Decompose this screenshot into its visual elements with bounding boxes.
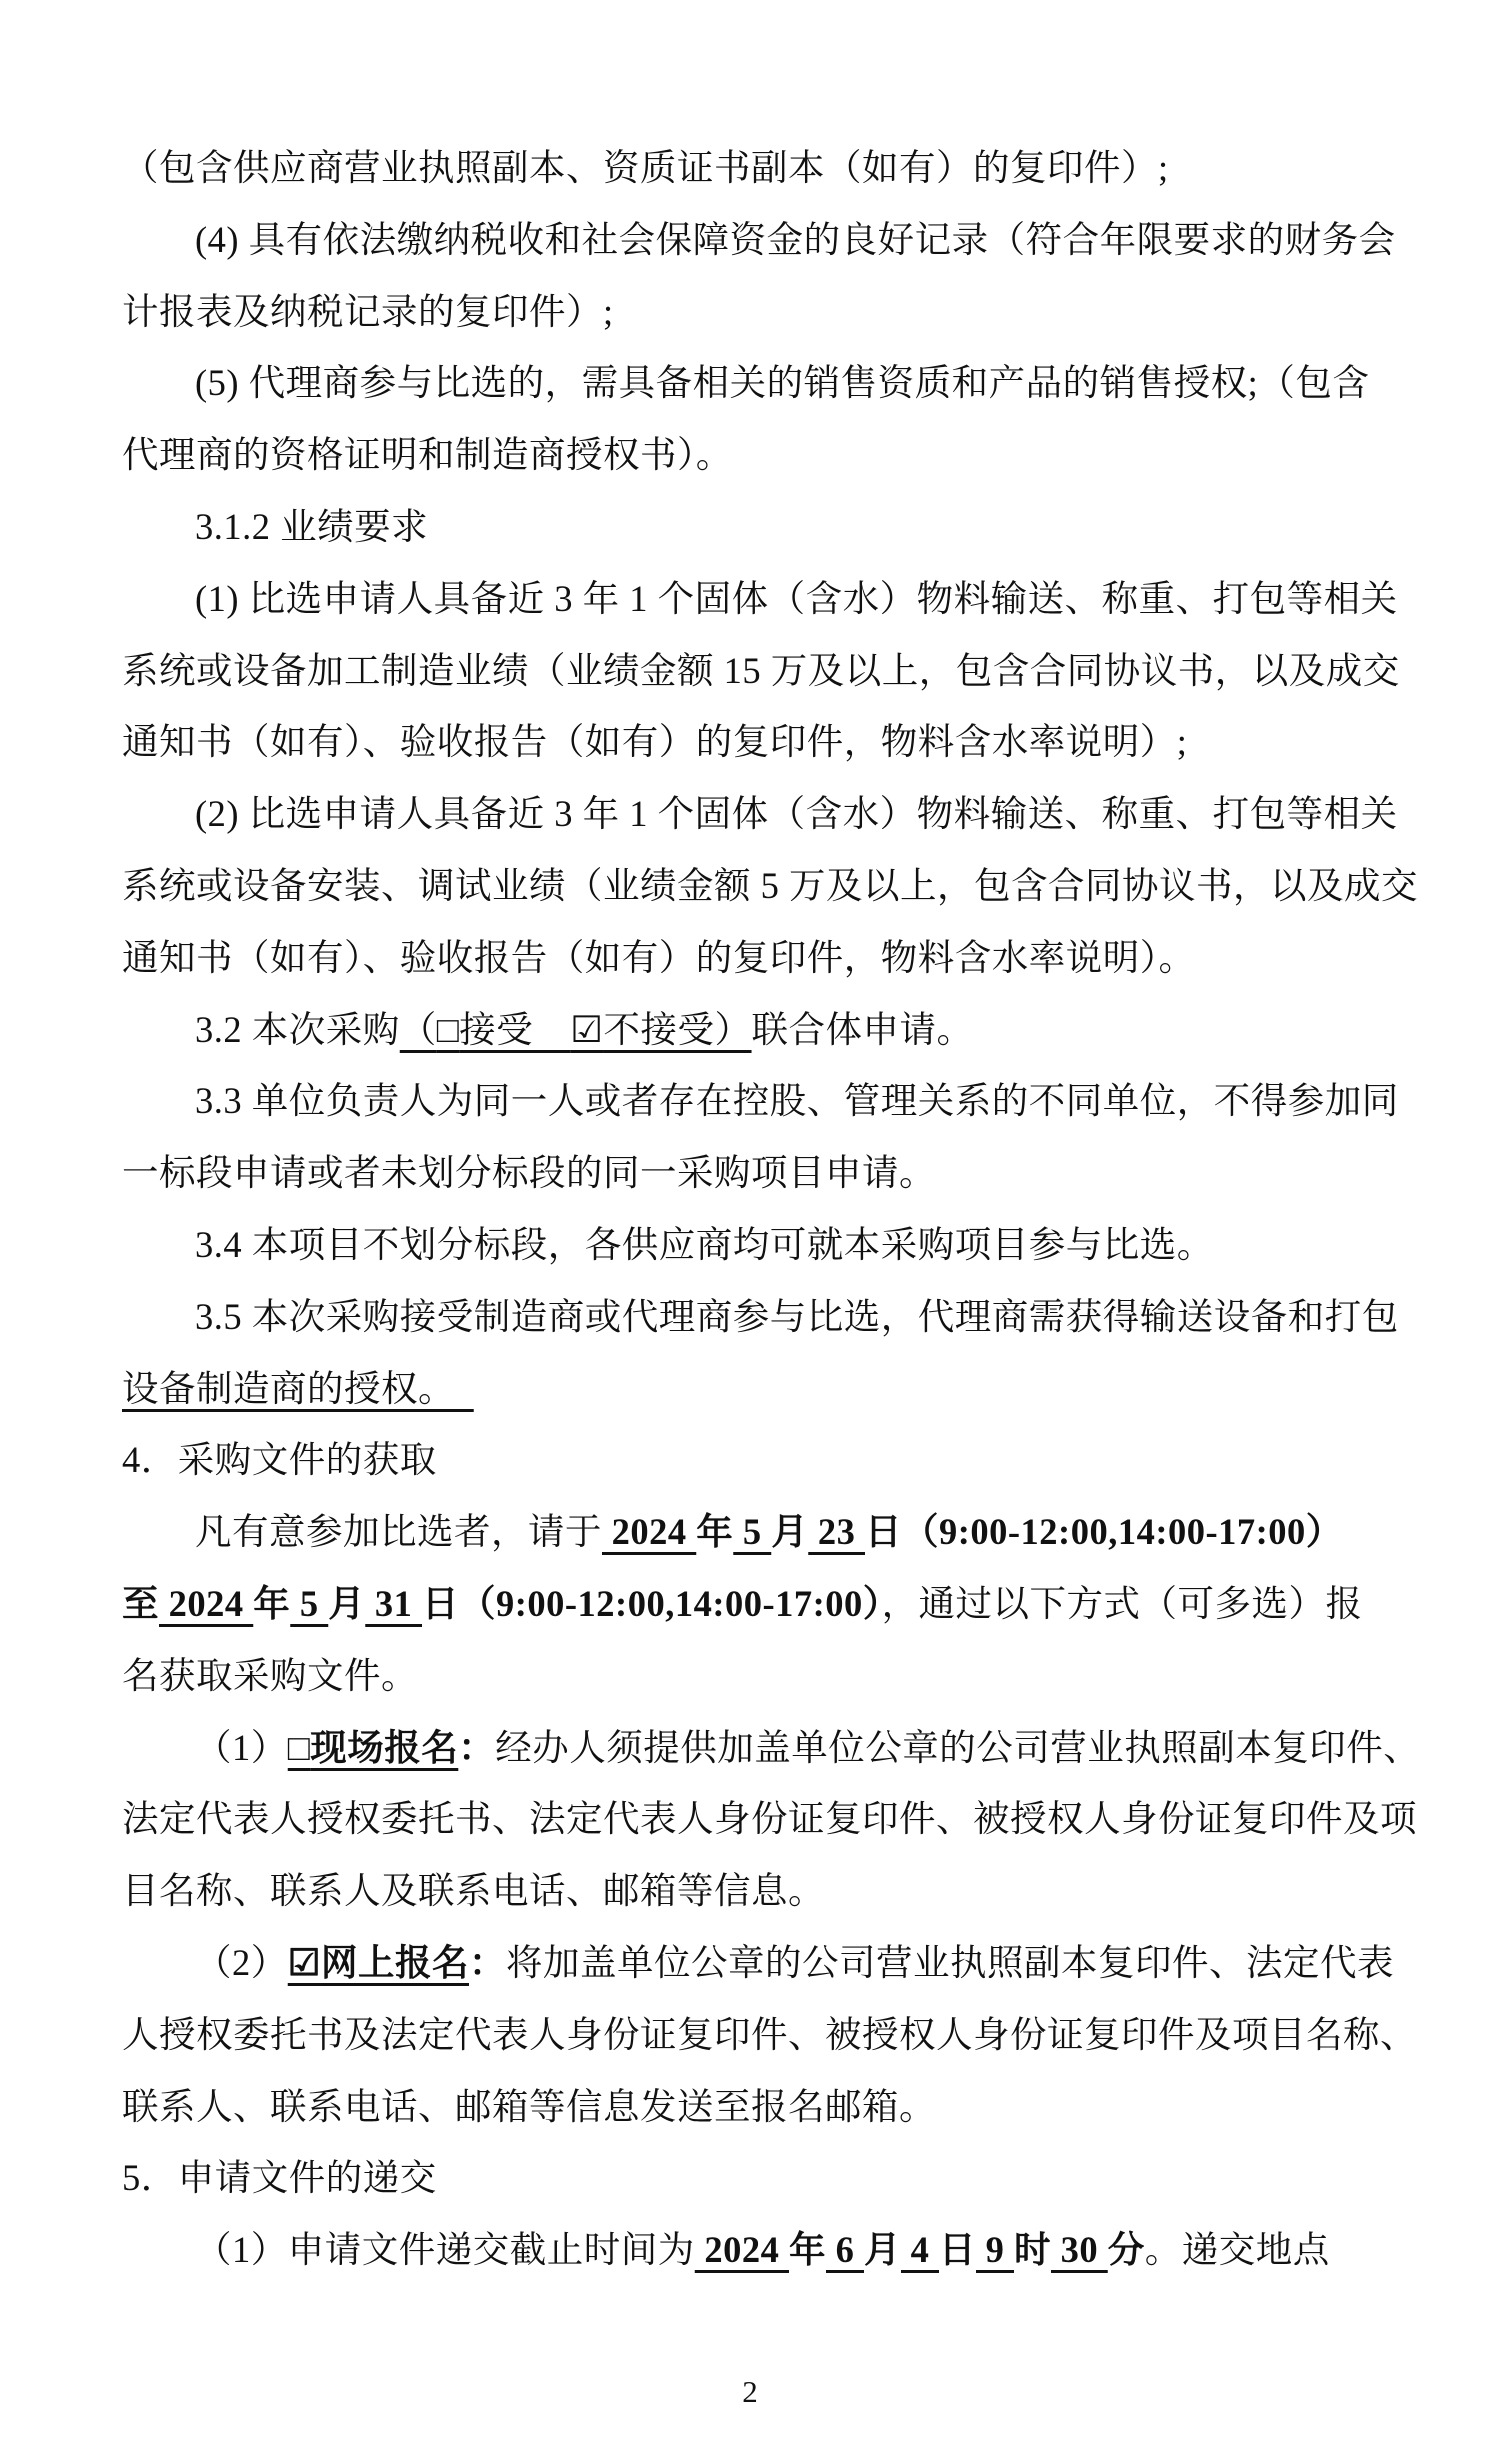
text-line bbox=[122, 491, 1402, 563]
text-line bbox=[122, 1640, 1402, 1712]
text-line bbox=[122, 850, 1418, 922]
text-segment: 年 bbox=[789, 2229, 826, 2271]
text-segment: 经办人须提供加盖单位公章的公司营业执照副本复印件、 bbox=[495, 1726, 1421, 1768]
text-segment: 联合体申请。 bbox=[751, 1008, 974, 1050]
text-segment: 联系人、联系电话、邮箱等信息发送至报名邮箱。 bbox=[122, 2085, 936, 2127]
text-segment: ： bbox=[468, 1941, 506, 1983]
text-segment: 月 bbox=[328, 1582, 366, 1624]
text-segment: 9 bbox=[976, 2229, 1014, 2271]
text-segment: 4 bbox=[901, 2229, 939, 2271]
text-segment: 法定代表人授权委托书、法定代表人身份证复印件、被授权人身份证复印件及项 bbox=[122, 1798, 1417, 1840]
text-segment: 一标段申请或者未划分标段的同一采购项目申请。 bbox=[122, 1152, 936, 1194]
text-segment: (5) 代理商参与比选的，需具备相关的销售资质和产品的销售授权;（包含 bbox=[195, 362, 1370, 404]
text-segment: 年 bbox=[696, 1511, 734, 1553]
text-line bbox=[122, 1855, 1402, 1927]
text-segment: 5．申请文件的递交 bbox=[122, 2157, 437, 2199]
text-segment: 3.5 本次采购接受制造商或代理商参与比选，代理商需获得输送设备和打包 bbox=[195, 1295, 1399, 1337]
text-segment: 名获取采购文件。 bbox=[122, 1654, 418, 1696]
text-segment: 日 bbox=[939, 2229, 976, 2271]
text-line bbox=[122, 635, 1402, 707]
text-segment: 。递交地点 bbox=[1144, 2229, 1330, 2271]
checkbox-checked-icon: ☑ bbox=[287, 1941, 321, 1983]
text-segment: 系统或设备加工制造业绩（业绩金额 15 万及以上，包含合同协议书，以及成交 bbox=[122, 649, 1400, 691]
text-line bbox=[122, 132, 1402, 204]
text-segment: 2024 bbox=[602, 1511, 697, 1553]
text-segment: 分 bbox=[1107, 2229, 1145, 2271]
text-segment: 6 bbox=[826, 2229, 864, 2271]
text-segment: 系统或设备安装、调试业绩（业绩金额 5 万及以上，包含合同协议书，以及成交 bbox=[122, 864, 1418, 906]
text-segment: 至 bbox=[122, 1582, 159, 1624]
text-segment: （1） bbox=[195, 1726, 288, 1768]
text-segment: 3.1.2 业绩要求 bbox=[195, 505, 429, 547]
text-line bbox=[122, 1065, 1402, 1137]
text-line bbox=[122, 419, 1402, 491]
text-segment: 30 bbox=[1051, 2229, 1108, 2271]
text-line bbox=[122, 563, 1402, 635]
text-line bbox=[122, 1568, 1402, 1640]
text-segment: 4．采购文件的获取 bbox=[122, 1439, 437, 1481]
checkbox-checked-icon: ☑ bbox=[570, 1008, 604, 1050]
text-segment: 通知书（如有）、验收报告（如有）的复印件，物料含水率说明）; bbox=[122, 721, 1188, 763]
text-segment: ： bbox=[458, 1726, 496, 1768]
text-segment: (1) 比选申请人具备近 3 年 1 个固体（含水）物料输送、称重、打包等相关 bbox=[195, 577, 1398, 619]
text-line bbox=[122, 1281, 1402, 1353]
text-segment: 月 bbox=[771, 1511, 809, 1553]
text-line bbox=[122, 1496, 1402, 1568]
text-segment: （包含供应商营业执照副本、资质证书副本（如有）的复印件）; bbox=[122, 147, 1169, 188]
document-body bbox=[122, 132, 1421, 2286]
text-segment: 2024 bbox=[159, 1582, 254, 1624]
text-segment: 5 bbox=[733, 1511, 772, 1553]
text-line bbox=[122, 276, 1402, 348]
text-segment: 设备制造商的授权。 bbox=[122, 1367, 474, 1409]
text-segment: 时 bbox=[1014, 2229, 1051, 2271]
text-line bbox=[122, 1137, 1402, 1209]
text-line bbox=[122, 1783, 1417, 1855]
text-segment: 23 bbox=[808, 1511, 865, 1553]
text-line bbox=[122, 2142, 1402, 2214]
text-line bbox=[122, 778, 1402, 850]
text-segment: 3.2 本次采购 bbox=[195, 1008, 400, 1050]
text-segment: 月 bbox=[864, 2229, 901, 2271]
text-segment: （ bbox=[399, 1008, 437, 1050]
text-line bbox=[122, 204, 1402, 276]
text-segment: 计报表及纳税记录的复印件）; bbox=[122, 290, 614, 332]
text-line bbox=[122, 1999, 1417, 2071]
text-segment: 5 bbox=[290, 1582, 329, 1624]
text-line bbox=[122, 994, 1402, 1066]
text-segment: 目名称、联系人及联系电话、邮箱等信息。 bbox=[122, 1870, 825, 1912]
text-line bbox=[122, 2071, 1402, 2143]
text-line bbox=[122, 2214, 1402, 2286]
page-number: 2 bbox=[742, 2374, 758, 2409]
text-segment: ，通过以下方式（可多选）报 bbox=[881, 1582, 1363, 1624]
text-segment: (4) 具有依法缴纳税收和社会保障资金的良好记录（符合年限要求的财务会 bbox=[195, 218, 1396, 260]
text-segment: 日（9:00-12:00,14:00-17:00） bbox=[422, 1582, 882, 1624]
text-line bbox=[122, 922, 1402, 994]
text-segment: 现场报名 bbox=[310, 1726, 459, 1768]
text-segment: 凡有意参加比选者，请于 bbox=[195, 1511, 602, 1553]
checkbox-unchecked-icon: □ bbox=[436, 1008, 460, 1050]
text-segment: 通知书（如有）、验收报告（如有）的复印件，物料含水率说明）。 bbox=[122, 936, 1196, 978]
text-segment: 接受 bbox=[459, 1008, 571, 1050]
checkbox-unchecked-icon: □ bbox=[287, 1726, 311, 1768]
text-line bbox=[122, 1353, 1402, 1425]
text-segment: 3.4 本项目不划分标段，各供应商均可就本采购项目参与比选。 bbox=[195, 1223, 1214, 1265]
text-segment: （1）申请文件递交截止时间为 bbox=[195, 2229, 695, 2271]
text-segment: (2) 比选申请人具备近 3 年 1 个固体（含水）物料输送、称重、打包等相关 bbox=[195, 793, 1398, 835]
text-line bbox=[122, 706, 1402, 778]
text-segment: 代理商的资格证明和制造商授权书）。 bbox=[122, 434, 733, 476]
text-segment: 3.3 单位负责人为同一人或者存在控股、管理关系的不同单位，不得参加同 bbox=[195, 1080, 1399, 1122]
text-segment: 人授权委托书及法定代表人身份证复印件、被授权人身份证复印件及项目名称、 bbox=[122, 2013, 1417, 2055]
text-segment: 日（9:00-12:00,14:00-17:00） bbox=[865, 1511, 1343, 1553]
text-line bbox=[122, 1424, 1402, 1496]
text-line bbox=[122, 1209, 1402, 1281]
text-segment: 不接受） bbox=[603, 1008, 752, 1050]
text-line bbox=[122, 1712, 1421, 1784]
text-segment: 31 bbox=[365, 1582, 422, 1624]
text-line bbox=[122, 1927, 1402, 1999]
text-segment: 年 bbox=[253, 1582, 291, 1624]
text-line bbox=[122, 347, 1402, 419]
text-segment: （2） bbox=[195, 1941, 288, 1983]
text-segment: 网上报名 bbox=[320, 1941, 469, 1983]
text-segment: 2024 bbox=[694, 2229, 789, 2271]
text-segment: 将加盖单位公章的公司营业执照副本复印件、法定代表 bbox=[505, 1941, 1394, 1983]
